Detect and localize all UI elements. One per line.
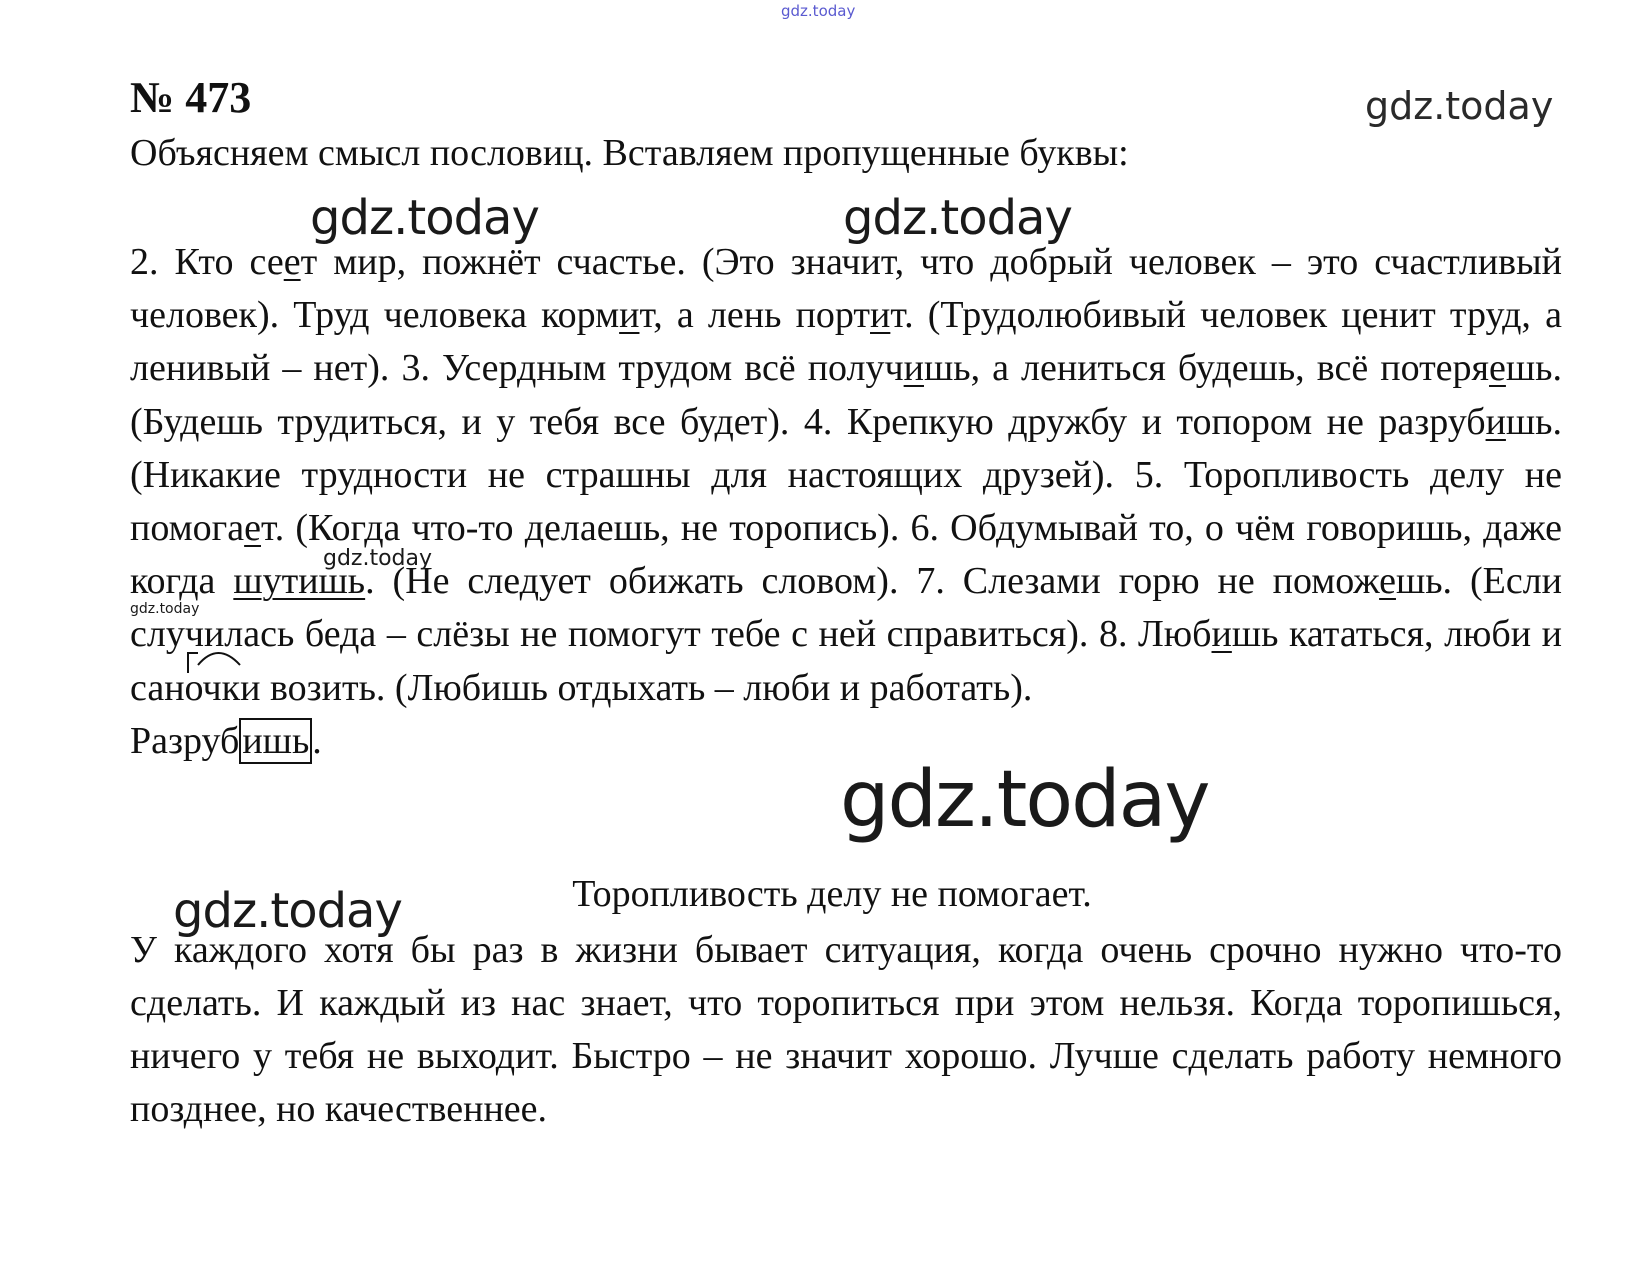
inserted-letter: е xyxy=(244,507,261,550)
exercise-number: № 473 xyxy=(130,73,252,122)
ending-box: ишь xyxy=(239,718,312,764)
morpheme-mark xyxy=(184,645,244,685)
inserted-letter: и xyxy=(1485,400,1506,443)
inserted-letter: и xyxy=(619,294,640,337)
essay-title: Торопливость делу не помогает. xyxy=(572,873,1092,915)
inserted-letter: е xyxy=(1379,560,1396,603)
underlined-word: шутишь xyxy=(233,560,366,603)
inserted-letter: и xyxy=(903,347,924,390)
inserted-letter: и xyxy=(1211,613,1232,656)
watermark-left-lower: gdz.today xyxy=(173,883,402,939)
essay-text: У каждого хотя бы раз в жизни бывает ситуация, когда очень срочно нужно что-то сделать. И каждый из нас знает, что торопиться при этом нельзя. Когда торопишься, ничего у тебя не выходит. Быстро – не значит хорошо. Лучше сделать работу немного позднее, но качественнее. xyxy=(130,929,1562,1130)
watermark-small: gdz.today xyxy=(323,546,433,571)
task-text: Объясняем смысл пословиц. Вставляем пропущенные буквы: xyxy=(130,132,1129,174)
morpheme-word: Разрубишь. xyxy=(130,719,322,762)
watermark-large: gdz.today xyxy=(840,755,1209,845)
inserted-letter: и xyxy=(870,294,891,337)
watermark-right: gdz.today xyxy=(1365,84,1554,128)
answer-text: 2. Кто сеет мир, пожнёт счастье. (Это значит, что добрый человек – это счастливый человек). Труд человека кормит, а лень портит. (Трудолюбивый человек ценит труд, а ленивый – нет). 3. Усердным трудом всё получишь, а лениться будешь, всё потеряешь. (Будешь трудиться, и у тебя все будет). 4. Крепкую дружбу и топором не разрубишь. (Никакие трудности не страшны для настоящих друзей). 5. Торопливость делу не помогает. (Когда что-то делаешь, не торопись). 6. Обдумывай то, о чём говоришь, даже когда шутишь. (Не следует обижать словом). 7. Слезами горю не поможешь. (Если случилась беда – слёзы не помогут тебе с ней справиться). 8. Любишь кататься, люби и саночки возить. (Любишь отдыхать – люби и работать). Разрубишь. xyxy=(130,241,1562,762)
watermark-top: gdz.today xyxy=(781,2,856,20)
inserted-letter: е xyxy=(1489,347,1506,390)
inserted-letter: е xyxy=(283,241,301,283)
watermark-left: gdz.today xyxy=(310,190,539,246)
watermark-center: gdz.today xyxy=(843,190,1072,246)
watermark-small: gdz.today xyxy=(130,601,200,617)
